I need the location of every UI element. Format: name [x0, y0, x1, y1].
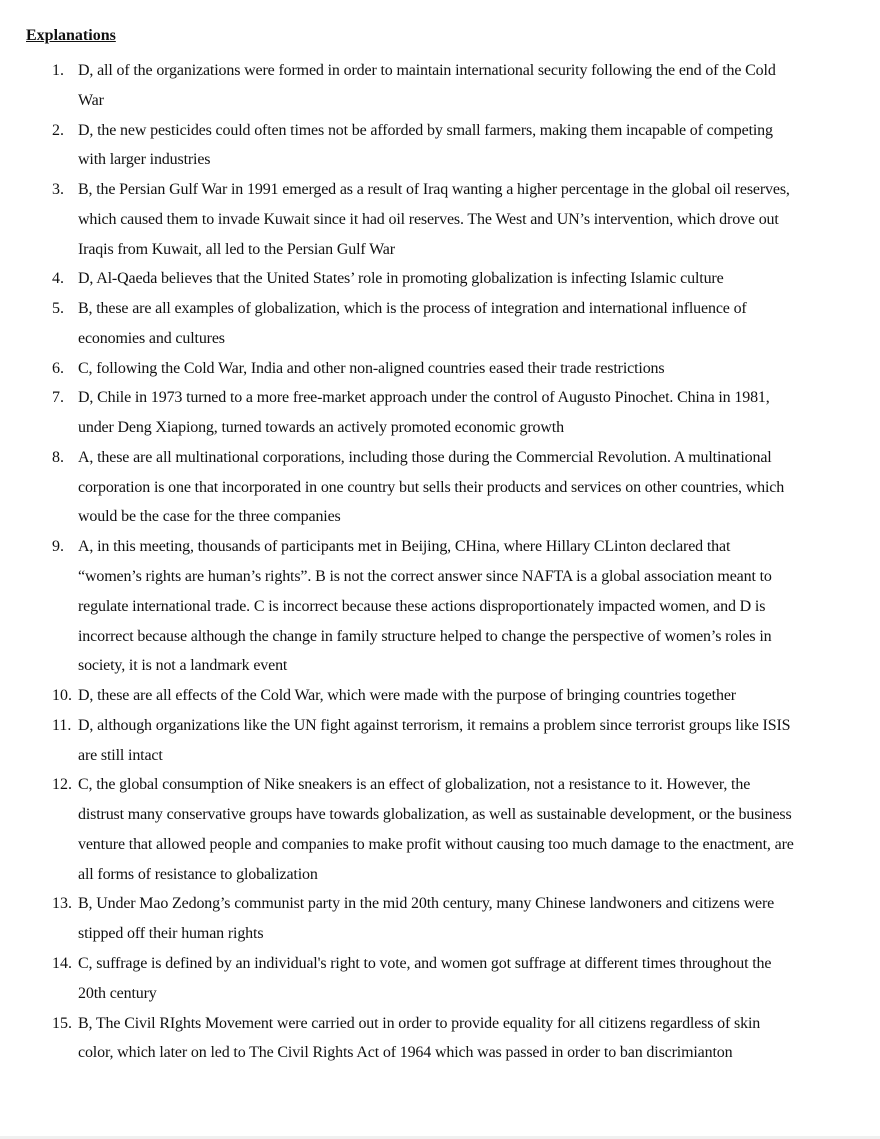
explanations-list — [0, 56, 880, 1068]
item-text-line: B, the Persian Gulf War in 1991 emerged as a result of Iraq wanting a higher percentage in the global oil reserves, — [78, 181, 790, 199]
item-text-line: distrust many conservative groups have towards globalization, as well as sustainable development, or the business — [78, 806, 792, 824]
item-text-line: “women’s rights are human’s rights”. B is not the correct answer since NAFTA is a global association meant to — [78, 568, 772, 586]
item-text-line: B, The Civil RIghts Movement were carried out in order to provide equality for all citizens regardless of skin — [78, 1014, 761, 1032]
list-item — [0, 294, 880, 354]
item-number: 12. — [52, 776, 72, 794]
item-number: 4. — [52, 270, 64, 288]
item-text-line: corporation is one that incorporated in one country but sells their products and services on other countries, which — [78, 478, 785, 496]
list-item — [0, 443, 880, 532]
item-text-line: C, following the Cold War, India and other non-aligned countries eased their trade restrictions — [78, 359, 665, 377]
item-number: 8. — [52, 448, 64, 466]
item-number: 6. — [52, 359, 64, 377]
item-text-line: War — [78, 91, 104, 109]
item-text-line: D, Al-Qaeda believes that the United States’ role in promoting globalization is infecting Islamic culture — [78, 270, 724, 288]
item-text-line: incorrect because although the change in family structure helped to change the perspective of women’s roles in — [78, 627, 772, 645]
item-number: 10. — [52, 687, 72, 705]
list-item — [0, 354, 880, 384]
item-text-line: B, Under Mao Zedong’s communist party in the mid 20th century, many Chinese landwoners and citizens were — [78, 895, 775, 913]
item-text-line: D, all of the organizations were formed in order to maintain international security following the end of the Cold — [78, 62, 776, 79]
list-item — [0, 1009, 880, 1069]
list-item — [0, 949, 880, 1009]
item-text-line: A, in this meeting, thousands of participants met in Beijing, CHina, where Hillary CLinton declared that — [78, 538, 731, 556]
item-text-line: would be the case for the three companies — [78, 508, 341, 526]
item-number: 3. — [52, 181, 64, 199]
item-text-line: A, these are all multinational corporations, including those during the Commercial Revolution. A multinational — [78, 448, 772, 466]
item-number: 13. — [52, 895, 72, 913]
list-item — [0, 264, 880, 294]
item-text-line: color, which later on led to The Civil Rights Act of 1964 which was passed in order to ban discrimianton — [78, 1044, 733, 1062]
list-item — [0, 681, 880, 711]
item-text-line: under Deng Xiapiong, turned towards an actively promoted economic growth — [78, 419, 564, 437]
item-text-line: D, Chile in 1973 turned to a more free-market approach under the control of Augusto Pinochet. China in 1981, — [78, 389, 770, 407]
item-text-line: all forms of resistance to globalization — [78, 865, 318, 883]
item-text-line: D, the new pesticides could often times not be afforded by small farmers, making them incapable of competing — [78, 121, 773, 139]
item-number: 9. — [52, 538, 64, 556]
item-text-line: 20th century — [78, 984, 157, 1002]
item-number: 5. — [52, 300, 64, 318]
item-text-line: B, these are all examples of globalization, which is the process of integration and international influence of — [78, 300, 747, 318]
list-item — [0, 116, 880, 176]
item-number: 2. — [52, 121, 64, 139]
item-number: 1. — [52, 62, 64, 79]
item-text-line: are still intact — [78, 746, 163, 764]
item-text-line: C, suffrage is defined by an individual's right to vote, and women got suffrage at different times throughout the — [78, 954, 772, 972]
list-item — [0, 383, 880, 443]
list-item — [0, 889, 880, 949]
item-text-line: venture that allowed people and companies to make profit without causing too much damage to the enactment, are — [78, 835, 794, 853]
list-item — [0, 770, 880, 889]
list-item — [0, 56, 880, 116]
item-text-line: with larger industries — [78, 151, 211, 169]
item-text-line: D, these are all effects of the Cold War, which were made with the purpose of bringing countries together — [78, 687, 736, 705]
page-title: Explanations — [26, 27, 116, 44]
item-text-line: C, the global consumption of Nike sneakers is an effect of globalization, not a resistance to it. However, the — [78, 776, 751, 794]
item-text-line: stipped off their human rights — [78, 925, 264, 943]
item-text-line: economies and cultures — [78, 329, 225, 347]
item-number: 15. — [52, 1014, 72, 1032]
item-text-line: D, although organizations like the UN fight against terrorism, it remains a problem since terrorist groups like ISIS — [78, 716, 791, 734]
item-text-line: regulate international trade. C is incorrect because these actions disproportionately impacted women, and D is — [78, 597, 766, 615]
item-text-line: Iraqis from Kuwait, all led to the Persian Gulf War — [78, 240, 395, 258]
item-number: 7. — [52, 389, 64, 407]
item-text-line: which caused them to invade Kuwait since it had oil reserves. The West and UN’s intervention, which drove out — [78, 210, 779, 228]
item-text-line: society, it is not a landmark event — [78, 657, 288, 675]
item-number: 11. — [52, 716, 72, 734]
item-number: 14. — [52, 954, 72, 972]
list-item — [0, 711, 880, 771]
list-item — [0, 532, 880, 681]
list-item — [0, 175, 880, 264]
